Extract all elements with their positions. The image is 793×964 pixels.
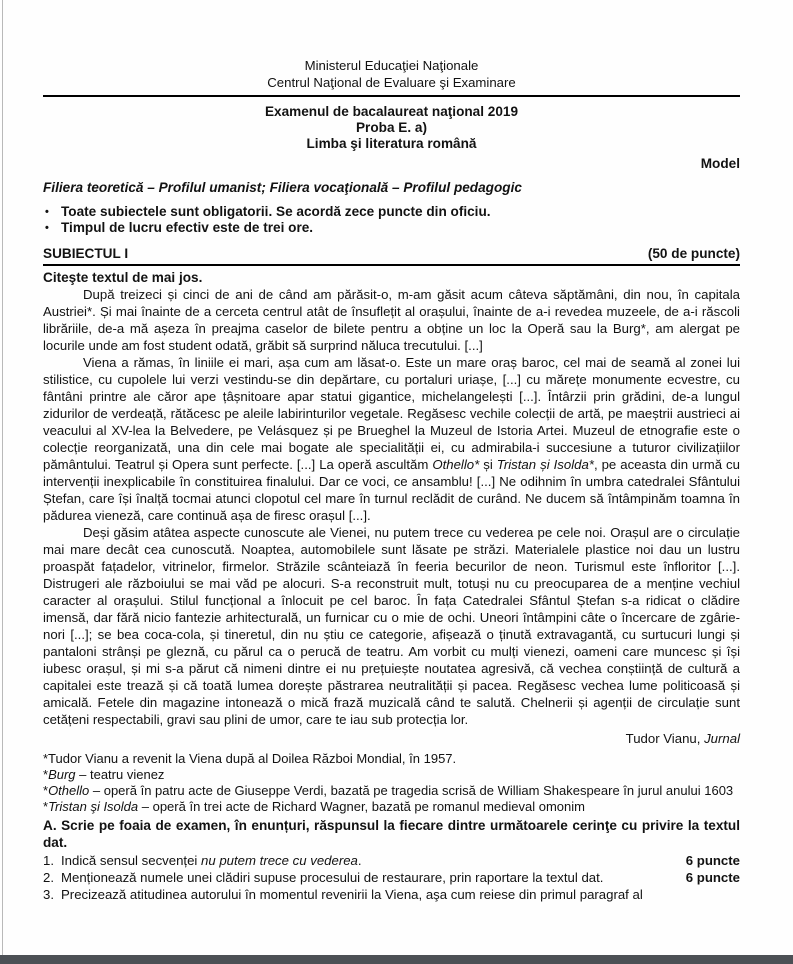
footnotes [43,751,740,816]
footnote: *Tudor Vianu a revenit la Viena după al Doilea Război Mondial, în 1957. [43,750,457,766]
exam-title: Examenul de bacalaureat naţional 2019 [264,104,519,119]
exam-rules-list [43,204,740,237]
model-label: Model [700,156,740,171]
evaluation-center-line: Centrul Naţional de Evaluare şi Examinare [267,74,516,90]
rule-item [43,204,740,220]
question-item [43,886,740,903]
rule-text: Toate subiectele sunt obligatorii. Se acordă zece puncte din oficiu. [61,204,491,219]
question-number: 1. [43,853,54,869]
filiera-line: Filiera teoretică – Profilul umanist; Filiera vocaţională – Profilul pedagogic [43,180,522,195]
page-left-edge-line [2,0,3,964]
question-points: 6 puncte [685,853,740,869]
question-text: Indică sensul secvenței nu putem trece cu vederea. [61,853,362,869]
subject-label: SUBIECTUL I [43,245,129,261]
bullet-icon: • [45,222,49,235]
subject-header [43,246,740,266]
question-list [43,852,740,903]
section-a-heading: A. Scrie pe foaia de examen, în enunțuri, răspunsul la fiecare dintre următoarele cerinţe cu privire la textul dat. [43,818,740,850]
rule-item [43,220,740,236]
question-number: 3. [43,887,54,903]
question-item [43,869,740,886]
footnote: *Burg – teatru vienez [43,766,165,782]
text-paragraph: Viena a rămas, în liniile ei mari, așa cum am lăsat-o. Este un mare oraș baroc, cel mai de seamă al zonei lui stilistice, cu cupolele lui verzi vestindu-se din depărtare, cu portaluri uriașe, [...] cu mărețe monumente ecvestre, cu fântâni printre ale căror ape țâșnitoare apar statui gigantice, michelangelești [...]. Întârzii prin grădini, de-a lungul zidurilor de verdeață, rătăcesc pe aleile labirinturilor vegetale. Regăsesc vechile colecții de artă, pe maeștrii austrieci ai veacului al XV-lea la Belvedere, pe Velásquez și pe Brueghel la Muzeul de Istoria Artei. Muzeul de etnografie este o colecție reorganizată, una din cele mai bogate ale specialității ei, cu admirabila-i succesiune a tuturor civilizațiilor pământului. Teatrul și Opera sunt perfecte. [...] La operă ascultăm Othello* și Tristan și Isolda*, pe aceasta din urmă cu intervenții inexplicabile în constituirea finalului. Dar ce voci, ce ansamblu! [...] Ne odihnim în umbra catedralei Sfântului Ștefan, care își înalță tocmai atunci clopotul cel mare în turnul reclădit de curând. Ne ducem să întâmpinăm toamna în pădurea vieneză, care continuă așa de firesc orașul [...]. [43,354,740,523]
exam-subject-name: Limba şi literatura română [306,136,477,151]
question-number: 2. [43,870,54,886]
bullet-icon: • [45,206,49,218]
read-instruction: Citeşte textul de mai jos. [43,269,203,285]
page-content [43,58,740,903]
exam-proba: Proba E. a) [355,120,427,135]
footnote: *Othello – operă în patru acte de Giuseppe Verdi, bazată pe tragedia scrisă de William Shakespeare în jurul anului 1603 [43,783,734,798]
screenshot-bottom-bar [0,955,793,964]
exam-title-block [43,104,740,152]
question-item [43,852,740,869]
subject-points: (50 de puncte) [647,245,740,261]
question-text: Menționează numele unei clădiri supuse procesului de restaurare, prin raportare la textul dat. [61,870,604,886]
footnote: *Tristan şi Isolda – operă în trei acte de Richard Wagner, bazată pe romanul medieval omonim [43,799,585,815]
ministry-line: Ministerul Educaţiei Naţionale [304,58,479,73]
org-header [43,58,740,91]
text-paragraph: După treizeci și cinci de ani de când am părăsit-o, m-am găsit acum câteva săptămâni, din nou, în capitala Austriei*. Și mai înainte de a cerceta centrul atât de însuflețit al orașului, înainte de a-i revedea muzeele, de a-i răscoli librăriile, de-a mă așeza în preajma caselor de bilete pentru a obține un loc la Operă sau la Burg*, am alergat pe locurile unde am fost student odată, grăbit să surprind năluca trecutului. [...] [43,286,740,353]
header-divider [43,95,740,97]
author-attribution: Tudor Vianu, Jurnal [625,730,740,746]
question-text: Precizează atitudinea autorului în momentul revenirii la Viena, aşa cum reiese din primul paragraf al [61,887,643,903]
rule-text: Timpul de lucru efectiv este de trei ore. [61,220,314,236]
question-points: 6 puncte [685,870,740,886]
text-paragraph: Deși găsim atâtea aspecte cunoscute ale Vienei, nu putem trece cu vederea pe cele noi. Orașul are o circulație mai mare decât cea cunoscută. Noaptea, automobilele sunt lăsate pe străzi. Materialele plastice noi dau un lustru proaspăt fațadelor, vitrinelor, firmelor. Străzile scânteiază în feeria becurilor de neon. Turismul este înfloritor [...]. Distrugeri ale războiului se mai văd pe alocuri. S-a reconstruit mult, totuși nu cu preocuparea de a menține vechiul caracter al orașului. Stilul funcțional a înlocuit pe cel baroc. În fața Catedralei Sfântul Ștefan s-a ridicat o clădire imensă, dar fără nicio fantezie arhitecturală, un furnicar cu o mie de ochi. Uneori întâmpini câte o încercare de zgârie-nori [...]; se bea coca-cola, și tineretul, din nu știu ce categorie, afișează o ținută extravagantă, cu surtucuri lungi și pantaloni strânși pe gleznă, cu părul ca o perucă de teatru. Am vorbit cu mulți vienezi, oameni care muncesc și își iubesc orașul, și mi s-a părut că nimeni dintre ei nu prețuiește noutatea agresivă, că vechea conștiință de cultură a capitalei este trează și că toată lumea dorește păstrarea neutralității și pacea. Regăsesc vechea lume politicoasă și amicală. Fetele din magazine intonează o mică frază muzicală când te salută. Chelnerii și agenții de circulație sunt cetățeni respectabili, gravi sau plini de umor, care te iau sub protecția lor. [43,524,740,727]
